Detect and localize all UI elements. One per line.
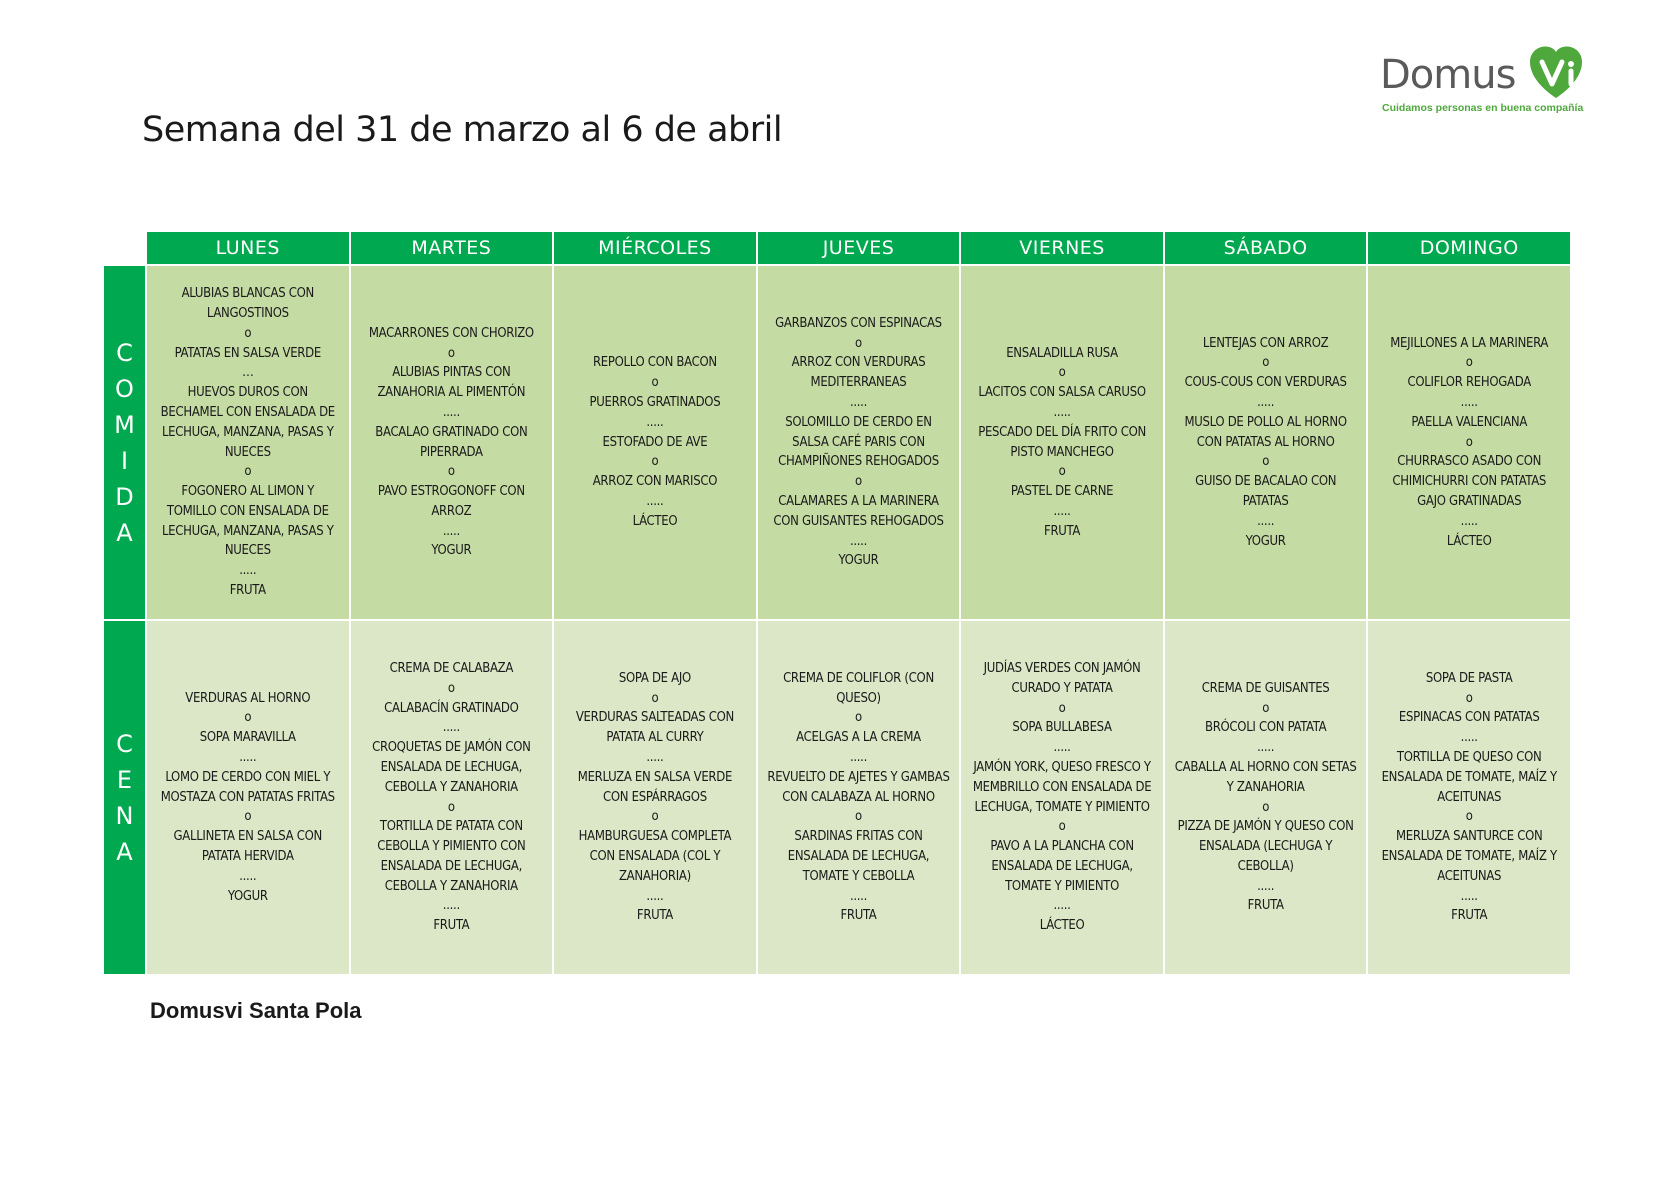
menu-line: o xyxy=(447,680,455,696)
menu-line: SOLOMILLO DE CERDO EN xyxy=(785,414,932,430)
menu-line: YOGUR xyxy=(227,888,268,904)
menu-line: ACEITUNAS xyxy=(1437,868,1502,884)
menu-line: COUS-COUS CON VERDURAS xyxy=(1184,375,1347,391)
menu-line: JUDÍAS VERDES CON JAMÓN xyxy=(983,660,1141,676)
menu-line: ENSALADA DE LECHUGA, xyxy=(991,858,1133,874)
menu-line: ..... xyxy=(239,563,257,579)
menu-line: ARROZ CON VERDURAS xyxy=(791,355,926,371)
menu-line: ..... xyxy=(1257,878,1275,894)
day-header-2: MIÉRCOLES xyxy=(554,232,756,264)
menu-line: PAELLA VALENCIANA xyxy=(1411,414,1528,430)
menu-cell-lines xyxy=(372,659,531,936)
menu-line: ALUBIAS BLANCAS CON xyxy=(181,286,314,302)
menu-cell-comida-1 xyxy=(351,266,553,619)
menu-line: GARBANZOS CON ESPINACAS xyxy=(775,315,942,331)
meal-label-cena xyxy=(104,621,145,974)
menu-line: CURADO Y PATATA xyxy=(1011,680,1113,696)
meal-label-letter: A xyxy=(116,518,133,547)
menu-line: REPOLLO CON BACON xyxy=(592,355,717,371)
menu-cell-comida-4 xyxy=(961,266,1163,619)
menu-line: ..... xyxy=(1053,898,1071,914)
menu-line: ..... xyxy=(1257,513,1275,529)
menu-line: ..... xyxy=(646,414,664,430)
menu-line: BRÓCOLI CON PATATA xyxy=(1204,720,1327,736)
menu-line: o xyxy=(244,710,252,726)
menu-line: ..... xyxy=(1257,395,1275,410)
menu-line: ..... xyxy=(442,720,460,736)
menu-line: SARDINAS FRITAS CON xyxy=(794,829,923,845)
menu-line: LÁCTEO xyxy=(632,513,678,529)
menu-line: CREMA DE COLIFLOR (CON xyxy=(783,670,934,686)
menu-line: ..... xyxy=(442,404,460,420)
day-header-5: SÁBADO xyxy=(1165,232,1367,264)
menu-line: FRUTA xyxy=(1451,908,1488,924)
menu-line: CHIMICHURRI CON PATATAS xyxy=(1392,474,1547,490)
menu-line: LACITOS CON SALSA CARUSO xyxy=(978,385,1146,401)
menu-cell-comida-2 xyxy=(554,266,756,619)
domusvi-logo xyxy=(1380,40,1600,120)
menu-table xyxy=(104,232,1570,974)
meal-label-letter: C xyxy=(116,338,133,367)
menu-line: PATATAS xyxy=(1242,493,1289,509)
meal-label-comida xyxy=(104,266,145,619)
menu-line: o xyxy=(1262,355,1270,371)
menu-line: o xyxy=(855,710,862,726)
menu-line: NUECES xyxy=(224,543,271,559)
menu-line: SOPA BULLABESA xyxy=(1012,720,1112,736)
menu-cell-lines xyxy=(590,353,721,531)
menu-cell-comida-6 xyxy=(1368,266,1570,619)
menu-line: ..... xyxy=(1053,503,1071,519)
menu-line: TORTILLA DE QUESO CON xyxy=(1396,750,1542,765)
menu-line: CEBOLLA Y ZANAHORIA xyxy=(384,878,518,894)
menu-line: ENSALADA (LECHUGA Y xyxy=(1198,839,1333,855)
menu-cell-lines xyxy=(369,324,534,562)
menu-line: o xyxy=(244,325,252,341)
week-title: Semana del 31 de marzo al 6 de abril xyxy=(142,110,783,150)
menu-line: CON ENSALADA (COL Y xyxy=(589,848,721,864)
menu-line: LOMO DE CERDO CON MIEL Y xyxy=(165,769,331,785)
menu-line: MACARRONES CON CHORIZO xyxy=(368,325,534,341)
menu-line: o xyxy=(651,375,659,391)
day-header-6: DOMINGO xyxy=(1368,232,1570,264)
menu-line: ..... xyxy=(1053,740,1071,756)
menu-cell-lines xyxy=(1184,334,1346,552)
menu-line: SOPA MARAVILLA xyxy=(199,730,296,746)
menu-line: GAJO GRATINADAS xyxy=(1417,493,1522,509)
menu-cell-cena-0 xyxy=(147,621,349,974)
menu-line: SOPA DE AJO xyxy=(618,670,691,686)
menu-line: ESPINACAS CON PATATAS xyxy=(1398,710,1540,726)
menu-line: MEDITERRANEAS xyxy=(810,375,907,391)
menu-cell-lines xyxy=(1382,669,1557,926)
menu-line: o xyxy=(1465,355,1473,371)
table-corner xyxy=(104,232,145,264)
menu-line: ACEITUNAS xyxy=(1437,789,1502,805)
menu-line: FRUTA xyxy=(433,918,470,934)
menu-cell-cena-6 xyxy=(1368,621,1570,974)
menu-line: YOGUR xyxy=(1245,533,1286,549)
menu-cell-lines xyxy=(576,669,734,926)
meal-label-letter: N xyxy=(115,801,134,830)
menu-line: LECHUGA, MANZANA, PASAS Y xyxy=(161,523,334,539)
menu-line: MEMBRILLO CON ENSALADA DE xyxy=(972,779,1152,795)
meal-label-letter: I xyxy=(120,446,129,475)
menu-line: QUESO) xyxy=(836,690,881,706)
menu-line: YOGUR xyxy=(431,543,472,559)
menu-line: ..... xyxy=(239,868,257,884)
menu-cell-comida-5 xyxy=(1165,266,1367,619)
menu-line: NUECES xyxy=(224,444,271,460)
menu-line: o xyxy=(447,345,455,361)
menu-line: ..... xyxy=(646,888,664,904)
menu-cell-cena-5 xyxy=(1165,621,1367,974)
menu-line: o xyxy=(244,464,252,480)
menu-line: LÁCTEO xyxy=(1446,533,1492,549)
menu-cell-cena-1 xyxy=(351,621,553,974)
menu-line: ..... xyxy=(442,523,460,539)
menu-line: SOPA DE PASTA xyxy=(1425,670,1513,686)
menu-line: BACALAO GRATINADO CON xyxy=(375,424,528,440)
day-header-3: JUEVES xyxy=(758,232,960,264)
menu-line: ..... xyxy=(1460,888,1478,904)
menu-line: GUISO DE BACALAO CON xyxy=(1195,474,1337,490)
menu-line: HAMBURGUESA COMPLETA xyxy=(578,829,732,845)
menu-line: JAMÓN YORK, QUESO FRESCO Y xyxy=(973,759,1151,775)
menu-line: … xyxy=(242,365,254,381)
menu-cell-lines xyxy=(1390,334,1548,552)
menu-line: CEBOLLA Y PIMIENTO CON xyxy=(377,839,526,855)
menu-line: CHAMPIÑONES REHOGADOS xyxy=(778,454,939,470)
menu-cell-cena-4 xyxy=(961,621,1163,974)
menu-line: LENTEJAS CON ARROZ xyxy=(1202,335,1329,351)
menu-line: ENSALADA DE TOMATE, MAÍZ Y xyxy=(1381,769,1557,785)
menu-line: CEBOLLA Y ZANAHORIA xyxy=(384,779,518,795)
menu-cell-comida-3 xyxy=(758,266,960,619)
logo-tagline: Cuidamos personas en buena compañía xyxy=(1382,102,1584,114)
footer-location: Domusvi Santa Pola xyxy=(150,998,362,1023)
menu-line: LECHUGA, MANZANA, PASAS Y xyxy=(161,424,334,440)
menu-line: ..... xyxy=(646,493,664,509)
menu-line: COLIFLOR REHOGADA xyxy=(1407,375,1531,391)
menu-line: MUSLO DE POLLO AL HORNO xyxy=(1184,414,1347,430)
menu-line: TOMATE Y PIMIENTO xyxy=(1005,878,1120,894)
menu-line: VERDURAS SALTEADAS CON xyxy=(575,710,735,726)
menu-line: CON GUISANTES REHOGADOS xyxy=(773,513,944,529)
menu-line: MERLUZA EN SALSA VERDE xyxy=(577,769,733,785)
menu-line: o xyxy=(651,454,659,470)
menu-line: CALAMARES A LA MARINERA xyxy=(778,493,939,509)
menu-line: ..... xyxy=(1460,513,1478,529)
menu-line: CHURRASCO ASADO CON xyxy=(1397,454,1542,470)
menu-line: o xyxy=(1262,700,1270,716)
menu-line: ..... xyxy=(442,898,460,914)
menu-line: FRUTA xyxy=(229,583,266,599)
menu-cell-lines xyxy=(767,669,949,926)
menu-line: CON PATATAS AL HORNO xyxy=(1196,434,1335,450)
menu-line: o xyxy=(1465,809,1473,825)
menu-line: PAVO ESTROGONOFF CON xyxy=(377,484,525,500)
leaf-heart-icon xyxy=(1530,47,1582,98)
menu-cell-comida-0 xyxy=(147,266,349,619)
menu-line: o xyxy=(1262,799,1270,815)
menu-line: ..... xyxy=(239,750,257,765)
menu-line: ZANAHORIA) xyxy=(618,868,691,884)
day-header-4: VIERNES xyxy=(961,232,1163,264)
menu-line: FRUTA xyxy=(1044,523,1081,539)
menu-line: o xyxy=(1058,700,1066,716)
menu-line: MOSTAZA CON PATATAS FRITAS xyxy=(160,789,335,805)
menu-line: o xyxy=(1465,434,1473,450)
menu-line: PASTEL DE CARNE xyxy=(1010,484,1114,500)
menu-line: FRUTA xyxy=(1247,898,1284,914)
menu-line: ZANAHORIA AL PIMENTÓN xyxy=(377,385,526,401)
day-header-1: MARTES xyxy=(351,232,553,264)
day-header-0: LUNES xyxy=(147,232,349,264)
menu-line: PATATA HERVIDA xyxy=(201,848,294,864)
meal-label-letter: C xyxy=(116,729,133,758)
menu-line: PESCADO DEL DÍA FRITO CON xyxy=(978,424,1146,440)
menu-line: REVUELTO DE AJETES Y GAMBAS xyxy=(767,769,950,785)
menu-line: MERLUZA SANTURCE CON xyxy=(1395,829,1543,845)
menu-line: o xyxy=(1058,365,1066,381)
menu-line: CALABACÍN GRATINADO xyxy=(384,700,519,716)
menu-line: ESTOFADO DE AVE xyxy=(602,434,708,450)
menu-line: SALSA CAFÉ PARIS CON xyxy=(792,434,925,450)
meal-label-letter: O xyxy=(115,374,134,403)
menu-line: PAVO A LA PLANCHA CON xyxy=(990,839,1134,855)
menu-line: ..... xyxy=(849,750,868,765)
menu-cell-cena-3 xyxy=(758,621,960,974)
menu-line: TORTILLA DE PATATA CON xyxy=(379,819,523,835)
logo-wordmark: Domus xyxy=(1380,52,1516,98)
menu-line: o xyxy=(244,809,252,825)
menu-line: BECHAMEL CON ENSALADA DE xyxy=(160,404,335,420)
menu-line: ENSALADILLA RUSA xyxy=(1006,345,1118,361)
menu-cell-lines xyxy=(1175,679,1357,917)
menu-line: o xyxy=(1465,690,1473,706)
menu-line: ..... xyxy=(1460,395,1478,410)
meal-label-letter: D xyxy=(115,482,134,511)
menu-line: TOMILLO CON ENSALADA DE xyxy=(166,503,329,519)
menu-line: CABALLA AL HORNO CON SETAS xyxy=(1174,759,1357,775)
menu-line: PATATAS EN SALSA VERDE xyxy=(174,345,321,361)
menu-line: CEBOLLA) xyxy=(1237,858,1294,874)
menu-line: o xyxy=(1262,454,1270,470)
menu-line: ACELGAS A LA CREMA xyxy=(796,730,921,746)
meal-label-letter: E xyxy=(116,765,133,794)
menu-line: ENSALADA DE LECHUGA, xyxy=(380,759,523,775)
meal-label-letter: A xyxy=(116,837,133,866)
menu-line: Y ZANAHORIA xyxy=(1226,779,1305,795)
menu-line: FOGONERO AL LIMON Y xyxy=(181,484,315,500)
menu-line: CROQUETAS DE JAMÓN CON xyxy=(372,740,531,756)
menu-line: TOMATE Y CEBOLLA xyxy=(802,868,915,884)
menu-line: ARROZ xyxy=(431,503,472,519)
menu-line: GALLINETA EN SALSA CON xyxy=(173,829,322,845)
menu-line: o xyxy=(651,690,659,706)
menu-line: ..... xyxy=(1257,740,1275,756)
menu-line: ALUBIAS PINTAS CON xyxy=(392,365,511,381)
menu-line: FRUTA xyxy=(840,908,877,924)
menu-line: ..... xyxy=(849,533,868,549)
menu-line: ENSALADA DE LECHUGA, xyxy=(380,858,523,874)
menu-line: CON ESPÁRRAGOS xyxy=(602,789,707,805)
menu-cell-lines xyxy=(161,284,335,601)
menu-line: HUEVOS DUROS CON xyxy=(187,385,308,401)
menu-line: ..... xyxy=(849,888,868,904)
menu-line: ..... xyxy=(1460,730,1478,746)
menu-cell-lines xyxy=(773,314,943,571)
domusvi-logo-mark xyxy=(1380,40,1600,100)
menu-line: CON CALABAZA AL HORNO xyxy=(782,789,935,805)
menu-line: o xyxy=(651,809,659,825)
meal-label-letter: M xyxy=(114,410,135,439)
menu-line: PISTO MANCHEGO xyxy=(1010,444,1114,460)
menu-line: CREMA DE CALABAZA xyxy=(389,660,514,676)
menu-line: LECHUGA, TOMATE Y PIMIENTO xyxy=(974,799,1150,815)
menu-line: YOGUR xyxy=(838,553,879,569)
menu-line: o xyxy=(855,335,862,351)
menu-line: ..... xyxy=(1053,404,1071,420)
menu-line: PATATA AL CURRY xyxy=(606,730,704,746)
menu-line: PIZZA DE JAMÓN Y QUESO CON xyxy=(1177,819,1354,835)
menu-cell-lines xyxy=(161,689,335,907)
menu-line: PUERROS GRATINADOS xyxy=(589,395,721,410)
menu-line: LÁCTEO xyxy=(1039,918,1085,934)
menu-line: o xyxy=(1058,464,1066,480)
menu-cell-cena-2 xyxy=(554,621,756,974)
menu-line: o xyxy=(855,809,862,825)
menu-line: MEJILLONES A LA MARINERA xyxy=(1390,335,1549,351)
menu-line: o xyxy=(447,464,455,480)
menu-line: ARROZ CON MARISCO xyxy=(592,474,718,490)
menu-line: ENSALADA DE LECHUGA, xyxy=(787,848,930,864)
menu-line: FRUTA xyxy=(636,908,673,924)
menu-line: o xyxy=(447,799,455,815)
menu-cell-lines xyxy=(978,344,1146,542)
menu-line: ..... xyxy=(646,750,664,765)
menu-line: LANGOSTINOS xyxy=(206,305,289,321)
menu-line: VERDURAS AL HORNO xyxy=(185,690,311,706)
menu-line: o xyxy=(855,474,862,490)
menu-line: CREMA DE GUISANTES xyxy=(1201,680,1330,696)
menu-line: o xyxy=(1058,819,1066,835)
menu-line: ENSALADA DE TOMATE, MAÍZ Y xyxy=(1381,848,1557,864)
menu-line: ..... xyxy=(849,395,868,410)
menu-cell-lines xyxy=(973,659,1151,936)
menu-line: PIPERRADA xyxy=(419,444,483,460)
